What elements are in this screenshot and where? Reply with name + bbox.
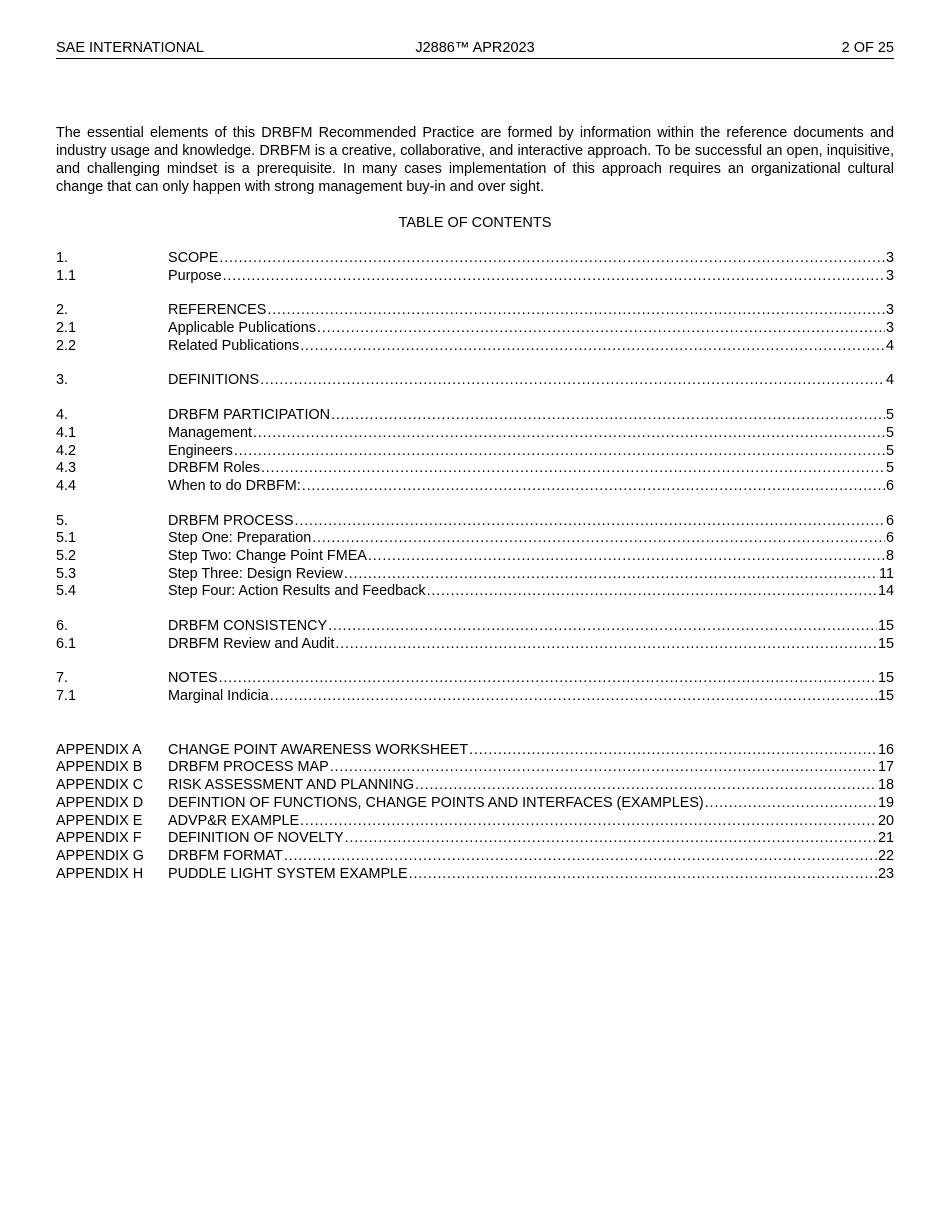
- toc-entry-number: 4.1: [56, 424, 77, 441]
- toc-entry-page: 21: [877, 830, 894, 847]
- toc-dot-leader: [219, 250, 885, 268]
- toc-entry-title: DEFINITIONS: [168, 372, 260, 389]
- toc-entry-page: 15: [877, 688, 894, 705]
- toc-entry-title: Engineers: [168, 442, 233, 459]
- toc-entry-page: 22: [877, 847, 894, 864]
- toc-dot-leader: [302, 478, 885, 496]
- toc-entry-number: APPENDIX F: [56, 830, 142, 847]
- toc-entry-title: DRBFM PROCESS: [168, 512, 294, 529]
- toc-dot-leader: [219, 670, 877, 688]
- toc-section-group: [56, 302, 894, 355]
- toc-section-group: [56, 407, 894, 495]
- toc-dot-leader: [267, 302, 885, 320]
- header-page-number: 2 OF 25: [841, 40, 894, 56]
- toc-dot-leader: [253, 425, 885, 443]
- toc-entry-page: 3: [885, 267, 894, 284]
- toc-entry-number: APPENDIX D: [56, 794, 144, 811]
- toc-entry-number: APPENDIX A: [56, 741, 142, 758]
- toc-entry[interactable]: [56, 670, 894, 688]
- toc-entry-number: APPENDIX E: [56, 812, 143, 829]
- toc-entry[interactable]: [56, 759, 894, 777]
- toc-entry-page: 5: [885, 460, 894, 477]
- toc-entry[interactable]: [56, 813, 894, 831]
- toc-dot-leader: [261, 460, 885, 478]
- toc-entry-number: 3.: [56, 372, 69, 389]
- toc-entry[interactable]: [56, 407, 894, 425]
- toc-entry-title: Step Three: Design Review: [168, 565, 343, 582]
- toc-entry-title: DRBFM Review and Audit: [168, 635, 335, 652]
- toc-dot-leader: [234, 443, 885, 461]
- toc-entry-number: 4.3: [56, 460, 77, 477]
- toc-dot-leader: [328, 618, 877, 636]
- toc-dot-leader: [345, 830, 877, 848]
- toc-entry-title: Management: [168, 424, 252, 441]
- toc-entry-title: DRBFM PARTICIPATION: [168, 407, 331, 424]
- toc-entry-page: 3: [885, 250, 894, 266]
- toc-section-group: [56, 742, 894, 884]
- toc-entry-title: REFERENCES: [168, 302, 267, 319]
- toc-dot-leader: [260, 372, 885, 390]
- intro-paragraph: The essential elements of this DRBFM Recommended Practice are formed by information within the reference documents and industry usage and knowledge. DRBFM is a creative, collaborative, and interactive approach. To be successful an open, inquisitive, and challenging mindset is a prerequisite. In many cases implementation of this approach requires an organizational cultural change that can only happen with strong management buy-in and over sight.: [56, 125, 894, 195]
- toc-entry-title: Step Two: Change Point FMEA: [168, 547, 367, 564]
- toc-entry-page: 19: [877, 794, 894, 811]
- toc-entry[interactable]: [56, 688, 894, 706]
- toc-entry-title: When to do DRBFM:: [168, 477, 301, 494]
- toc-entry-number: 2.: [56, 302, 69, 319]
- toc-entry-page: 16: [877, 741, 894, 758]
- toc-entry-number: APPENDIX C: [56, 777, 144, 794]
- toc-dot-leader: [469, 742, 877, 760]
- toc-entry-number: 5.1: [56, 530, 77, 547]
- toc-entry[interactable]: [56, 372, 894, 390]
- toc-entry-title: Related Publications: [168, 337, 300, 354]
- toc-dot-leader: [223, 268, 885, 286]
- toc-dot-leader: [270, 688, 877, 706]
- toc-entry-page: 20: [877, 812, 894, 829]
- toc-entry-number: APPENDIX G: [56, 847, 144, 864]
- toc-entry-title: PUDDLE LIGHT SYSTEM EXAMPLE: [168, 865, 408, 882]
- toc-entry[interactable]: [56, 866, 894, 884]
- toc-dot-leader: [368, 548, 885, 566]
- toc-entry-page: 3: [885, 320, 894, 337]
- toc-dot-leader: [335, 636, 877, 654]
- toc-entry-title: DRBFM FORMAT: [168, 847, 283, 864]
- toc-entry-number: APPENDIX H: [56, 865, 144, 882]
- toc-dot-leader: [300, 813, 877, 831]
- table-of-contents: [56, 250, 894, 900]
- toc-entry[interactable]: [56, 848, 894, 866]
- toc-entry-number: 2.2: [56, 337, 77, 354]
- toc-dot-leader: [300, 338, 885, 356]
- toc-entry-number: 4.2: [56, 442, 77, 459]
- toc-entry-page: 4: [885, 372, 894, 389]
- toc-entry[interactable]: [56, 302, 894, 320]
- toc-entry-page: 23: [877, 865, 894, 882]
- toc-entry-number: 5.4: [56, 583, 77, 600]
- toc-dot-leader: [344, 566, 878, 584]
- toc-entry[interactable]: [56, 742, 894, 760]
- toc-entry-page: 15: [877, 670, 894, 687]
- toc-entry-title: DRBFM PROCESS MAP: [168, 759, 329, 776]
- header-document-id: J2886™ APR2023: [415, 40, 535, 56]
- toc-entry[interactable]: [56, 618, 894, 636]
- toc-entry-number: 2.1: [56, 320, 77, 337]
- toc-entry[interactable]: [56, 460, 894, 478]
- toc-entry-title: Purpose: [168, 267, 222, 284]
- toc-title: TABLE OF CONTENTS: [398, 215, 552, 231]
- toc-entry-title: RISK ASSESSMENT AND PLANNING: [168, 777, 415, 794]
- toc-entry-number: 6.: [56, 618, 69, 634]
- toc-entry-page: 18: [877, 777, 894, 794]
- toc-entry-title: Step Four: Action Results and Feedback: [168, 583, 426, 600]
- toc-dot-leader: [312, 530, 885, 548]
- toc-section-group: [56, 250, 894, 285]
- toc-entry-title: NOTES: [168, 670, 218, 687]
- toc-entry-page: 6: [885, 477, 894, 494]
- toc-entry-page: 8: [885, 547, 894, 564]
- header-organization: SAE INTERNATIONAL: [56, 40, 204, 56]
- toc-entry-title: CHANGE POINT AWARENESS WORKSHEET: [168, 741, 469, 758]
- toc-section-group: [56, 372, 894, 390]
- toc-entry-page: 17: [877, 759, 894, 776]
- toc-entry-title: DRBFM CONSISTENCY: [168, 618, 328, 634]
- toc-entry[interactable]: [56, 320, 894, 338]
- toc-entry-number: 1.1: [56, 267, 77, 284]
- toc-entry[interactable]: [56, 513, 894, 531]
- toc-entry-number: 5.3: [56, 565, 77, 582]
- toc-section-group: [56, 618, 894, 653]
- toc-entry-page: 3: [885, 302, 894, 319]
- toc-entry-page: 6: [885, 512, 894, 529]
- toc-dot-leader: [330, 759, 877, 777]
- toc-entry[interactable]: [56, 636, 894, 654]
- toc-entry-title: SCOPE: [168, 250, 219, 266]
- toc-entry-title: Step One: Preparation: [168, 530, 312, 547]
- toc-entry[interactable]: [56, 777, 894, 795]
- toc-entry[interactable]: [56, 443, 894, 461]
- toc-entry-page: 4: [885, 337, 894, 354]
- toc-entry[interactable]: [56, 795, 894, 813]
- toc-entry-title: DEFINITION OF NOVELTY: [168, 830, 344, 847]
- toc-dot-leader: [317, 320, 885, 338]
- toc-entry[interactable]: [56, 268, 894, 286]
- toc-entry[interactable]: [56, 566, 894, 584]
- toc-entry[interactable]: [56, 338, 894, 356]
- toc-entry[interactable]: [56, 425, 894, 443]
- page-header: [56, 38, 894, 59]
- toc-dot-leader: [295, 513, 885, 531]
- toc-entry-title: DRBFM Roles: [168, 460, 260, 477]
- toc-entry-number: 4.4: [56, 477, 77, 494]
- toc-section-group: [56, 513, 894, 601]
- toc-entry-page: 14: [877, 583, 894, 600]
- toc-entry-page: 11: [879, 565, 894, 582]
- toc-dot-leader: [409, 866, 877, 884]
- toc-entry[interactable]: [56, 548, 894, 566]
- toc-entry-title: DEFINTION OF FUNCTIONS, CHANGE POINTS AND INTERFACES (EXAMPLES): [168, 794, 704, 811]
- toc-entry-page: 15: [877, 635, 894, 652]
- toc-entry[interactable]: [56, 583, 894, 601]
- toc-entry-page: 5: [885, 424, 894, 441]
- toc-entry-title: Marginal Indicia: [168, 688, 269, 705]
- toc-entry-number: 7.1: [56, 688, 77, 705]
- toc-entry-title: ADVP&R EXAMPLE: [168, 812, 300, 829]
- toc-entry-number: 5.: [56, 512, 69, 529]
- toc-entry-number: 4.: [56, 407, 69, 424]
- toc-entry-number: 1.: [56, 250, 69, 266]
- toc-entry-page: 15: [877, 618, 894, 634]
- toc-entry[interactable]: [56, 530, 894, 548]
- toc-entry-title: Applicable Publications: [168, 320, 316, 337]
- toc-entry-number: 5.2: [56, 547, 77, 564]
- toc-entry-number: 6.1: [56, 635, 77, 652]
- toc-entry-number: APPENDIX B: [56, 759, 143, 776]
- toc-entry-page: 6: [885, 530, 894, 547]
- toc-dot-leader: [331, 407, 885, 425]
- toc-section-group: [56, 670, 894, 705]
- toc-entry-number: 7.: [56, 670, 69, 687]
- toc-dot-leader: [284, 848, 877, 866]
- toc-dot-leader: [427, 583, 877, 601]
- toc-dot-leader: [705, 795, 877, 813]
- toc-entry[interactable]: [56, 250, 894, 268]
- toc-entry-page: 5: [885, 407, 894, 424]
- toc-entry-page: 5: [885, 442, 894, 459]
- toc-entry[interactable]: [56, 478, 894, 496]
- toc-dot-leader: [415, 777, 877, 795]
- toc-entry[interactable]: [56, 830, 894, 848]
